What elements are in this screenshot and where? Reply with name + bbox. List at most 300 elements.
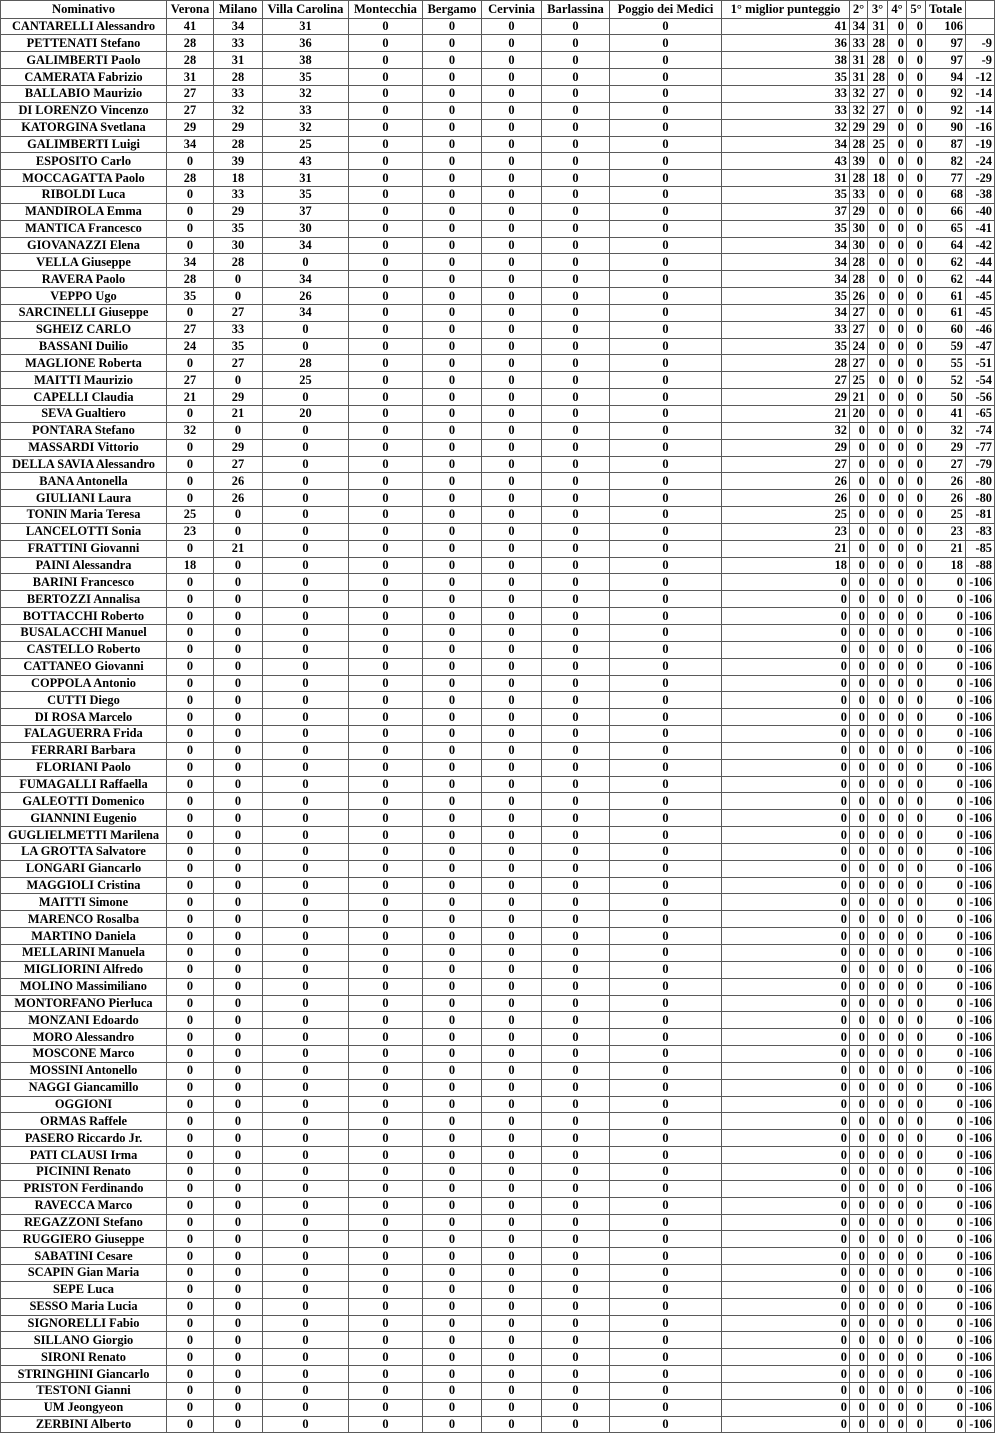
cell-totale: 0	[926, 1265, 966, 1282]
cell-gap: -83	[966, 523, 995, 540]
cell-verona: 0	[167, 1416, 214, 1433]
cell-bergamo: 0	[423, 153, 482, 170]
cell-best-5: 0	[907, 675, 926, 692]
cell-best-2: 0	[850, 1214, 868, 1231]
cell-best-4: 0	[888, 557, 907, 574]
cell-bergamo: 0	[423, 1079, 482, 1096]
table-row	[1, 35, 995, 52]
cell-totale: 0	[926, 793, 966, 810]
cell-cervinia: 0	[482, 372, 542, 389]
cell-best-5: 0	[907, 827, 926, 844]
cell-verona: 0	[167, 843, 214, 860]
cell-best-3: 0	[868, 220, 888, 237]
table-row	[1, 675, 995, 692]
cell-montecchia: 0	[349, 945, 423, 962]
cell-best-1: 0	[722, 1197, 850, 1214]
cell-villa-carolina: 0	[263, 945, 349, 962]
cell-gap: -9	[966, 52, 995, 69]
cell-bergamo: 0	[423, 894, 482, 911]
cell-best-1: 0	[722, 793, 850, 810]
cell-bergamo: 0	[423, 776, 482, 793]
cell-barlassina: 0	[542, 170, 610, 187]
cell-poggio-dei-medici: 0	[610, 52, 722, 69]
cell-totale: 0	[926, 658, 966, 675]
cell-name: SCAPIN Gian Maria	[1, 1265, 167, 1282]
cell-milano: 0	[214, 591, 263, 608]
cell-bergamo: 0	[423, 928, 482, 945]
cell-poggio-dei-medici: 0	[610, 1399, 722, 1416]
cell-poggio-dei-medici: 0	[610, 776, 722, 793]
cell-name: PICININI Renato	[1, 1163, 167, 1180]
cell-barlassina: 0	[542, 1281, 610, 1298]
cell-villa-carolina: 0	[263, 624, 349, 641]
cell-bergamo: 0	[423, 1366, 482, 1383]
cell-barlassina: 0	[542, 692, 610, 709]
cell-milano: 28	[214, 254, 263, 271]
cell-gap: -14	[966, 102, 995, 119]
cell-villa-carolina: 0	[263, 860, 349, 877]
cell-best-2: 39	[850, 153, 868, 170]
cell-best-5: 0	[907, 776, 926, 793]
cell-best-1: 23	[722, 523, 850, 540]
cell-best-1: 28	[722, 355, 850, 372]
cell-cervinia: 0	[482, 237, 542, 254]
cell-best-1: 21	[722, 406, 850, 423]
cell-milano: 0	[214, 995, 263, 1012]
cell-villa-carolina: 34	[263, 237, 349, 254]
cell-totale: 0	[926, 1399, 966, 1416]
cell-villa-carolina: 0	[263, 557, 349, 574]
cell-best-3: 0	[868, 187, 888, 204]
cell-best-3: 0	[868, 1046, 888, 1063]
cell-poggio-dei-medici: 0	[610, 153, 722, 170]
cell-best-5: 0	[907, 1214, 926, 1231]
cell-poggio-dei-medici: 0	[610, 911, 722, 928]
cell-best-1: 34	[722, 254, 850, 271]
cell-verona: 0	[167, 641, 214, 658]
cell-bergamo: 0	[423, 422, 482, 439]
cell-best-5: 0	[907, 1265, 926, 1282]
cell-poggio-dei-medici: 0	[610, 894, 722, 911]
cell-poggio-dei-medici: 0	[610, 1265, 722, 1282]
cell-montecchia: 0	[349, 523, 423, 540]
cell-barlassina: 0	[542, 1197, 610, 1214]
cell-bergamo: 0	[423, 18, 482, 35]
cell-name: VELLA Giuseppe	[1, 254, 167, 271]
cell-best-5: 0	[907, 1281, 926, 1298]
cell-milano: 30	[214, 237, 263, 254]
cell-totale: 0	[926, 759, 966, 776]
cell-cervinia: 0	[482, 288, 542, 305]
cell-best-5: 0	[907, 372, 926, 389]
cell-name: DELLA SAVIA Alessandro	[1, 456, 167, 473]
cell-best-3: 0	[868, 288, 888, 305]
cell-cervinia: 0	[482, 1062, 542, 1079]
cell-best-3: 0	[868, 1130, 888, 1147]
cell-totale: 25	[926, 507, 966, 524]
cell-best-5: 0	[907, 69, 926, 86]
cell-milano: 0	[214, 961, 263, 978]
table-row	[1, 843, 995, 860]
cell-best-1: 0	[722, 911, 850, 928]
table-row	[1, 810, 995, 827]
cell-best-4: 0	[888, 372, 907, 389]
cell-cervinia: 0	[482, 1197, 542, 1214]
cell-best-1: 0	[722, 709, 850, 726]
cell-barlassina: 0	[542, 153, 610, 170]
cell-verona: 0	[167, 961, 214, 978]
cell-montecchia: 0	[349, 321, 423, 338]
cell-bergamo: 0	[423, 1096, 482, 1113]
cell-best-4: 0	[888, 945, 907, 962]
cell-best-1: 35	[722, 220, 850, 237]
cell-best-5: 0	[907, 1180, 926, 1197]
cell-cervinia: 0	[482, 945, 542, 962]
cell-best-3: 0	[868, 810, 888, 827]
cell-milano: 0	[214, 1298, 263, 1315]
cell-bergamo: 0	[423, 1315, 482, 1332]
cell-verona: 0	[167, 456, 214, 473]
cell-best-5: 0	[907, 591, 926, 608]
cell-best-2: 34	[850, 18, 868, 35]
cell-cervinia: 0	[482, 1382, 542, 1399]
cell-barlassina: 0	[542, 945, 610, 962]
cell-best-5: 0	[907, 338, 926, 355]
cell-milano: 0	[214, 726, 263, 743]
cell-poggio-dei-medici: 0	[610, 742, 722, 759]
cell-name: RAVECCA Marco	[1, 1197, 167, 1214]
cell-best-1: 0	[722, 1147, 850, 1164]
cell-gap: -74	[966, 422, 995, 439]
cell-best-2: 32	[850, 102, 868, 119]
cell-best-2: 29	[850, 203, 868, 220]
cell-gap: -46	[966, 321, 995, 338]
cell-poggio-dei-medici: 0	[610, 1147, 722, 1164]
cell-best-1: 0	[722, 810, 850, 827]
cell-verona: 0	[167, 1265, 214, 1282]
cell-gap: -106	[966, 1349, 995, 1366]
cell-villa-carolina: 0	[263, 776, 349, 793]
cell-poggio-dei-medici: 0	[610, 675, 722, 692]
cell-poggio-dei-medici: 0	[610, 1079, 722, 1096]
cell-montecchia: 0	[349, 18, 423, 35]
cell-name: GIANNINI Eugenio	[1, 810, 167, 827]
cell-villa-carolina: 0	[263, 574, 349, 591]
cell-best-4: 0	[888, 591, 907, 608]
cell-bergamo: 0	[423, 692, 482, 709]
cell-cervinia: 0	[482, 338, 542, 355]
table-row	[1, 1197, 995, 1214]
cell-bergamo: 0	[423, 961, 482, 978]
cell-cervinia: 0	[482, 1147, 542, 1164]
cell-best-1: 0	[722, 1248, 850, 1265]
cell-poggio-dei-medici: 0	[610, 591, 722, 608]
cell-villa-carolina: 0	[263, 1130, 349, 1147]
cell-gap: -24	[966, 153, 995, 170]
cell-best-3: 0	[868, 894, 888, 911]
cell-villa-carolina: 32	[263, 85, 349, 102]
cell-best-1: 0	[722, 641, 850, 658]
cell-verona: 23	[167, 523, 214, 540]
table-row	[1, 1399, 995, 1416]
cell-best-3: 0	[868, 641, 888, 658]
cell-milano: 0	[214, 742, 263, 759]
cell-best-3: 0	[868, 624, 888, 641]
cell-verona: 28	[167, 52, 214, 69]
cell-villa-carolina: 31	[263, 18, 349, 35]
cell-montecchia: 0	[349, 978, 423, 995]
cell-milano: 0	[214, 675, 263, 692]
cell-best-4: 0	[888, 726, 907, 743]
cell-barlassina: 0	[542, 793, 610, 810]
cell-barlassina: 0	[542, 102, 610, 119]
cell-best-5: 0	[907, 658, 926, 675]
cell-cervinia: 0	[482, 624, 542, 641]
cell-verona: 32	[167, 422, 214, 439]
cell-best-5: 0	[907, 102, 926, 119]
cell-best-1: 0	[722, 759, 850, 776]
cell-best-1: 0	[722, 1214, 850, 1231]
cell-best-5: 0	[907, 1231, 926, 1248]
cell-gap: -51	[966, 355, 995, 372]
cell-best-2: 0	[850, 1298, 868, 1315]
cell-cervinia: 0	[482, 35, 542, 52]
cell-bergamo: 0	[423, 608, 482, 625]
cell-barlassina: 0	[542, 35, 610, 52]
cell-milano: 29	[214, 203, 263, 220]
cell-verona: 0	[167, 692, 214, 709]
table-row	[1, 726, 995, 743]
cell-poggio-dei-medici: 0	[610, 1281, 722, 1298]
cell-best-2: 0	[850, 776, 868, 793]
cell-best-3: 18	[868, 170, 888, 187]
cell-poggio-dei-medici: 0	[610, 1366, 722, 1383]
cell-best-3: 0	[868, 1197, 888, 1214]
table-row	[1, 928, 995, 945]
cell-villa-carolina: 25	[263, 136, 349, 153]
cell-milano: 0	[214, 1130, 263, 1147]
cell-verona: 41	[167, 18, 214, 35]
cell-milano: 0	[214, 1046, 263, 1063]
cell-gap: -106	[966, 658, 995, 675]
cell-verona: 0	[167, 675, 214, 692]
cell-best-1: 18	[722, 557, 850, 574]
table-body	[1, 18, 995, 1433]
cell-best-4: 0	[888, 1180, 907, 1197]
cell-bergamo: 0	[423, 641, 482, 658]
table-row	[1, 439, 995, 456]
cell-verona: 0	[167, 1382, 214, 1399]
cell-milano: 0	[214, 288, 263, 305]
cell-gap: -65	[966, 406, 995, 423]
cell-best-4: 0	[888, 18, 907, 35]
table-row	[1, 1214, 995, 1231]
cell-best-1: 29	[722, 389, 850, 406]
cell-villa-carolina: 31	[263, 170, 349, 187]
cell-totale: 0	[926, 1012, 966, 1029]
cell-gap: -106	[966, 843, 995, 860]
cell-best-5: 0	[907, 1029, 926, 1046]
cell-cervinia: 0	[482, 911, 542, 928]
cell-best-4: 0	[888, 1382, 907, 1399]
cell-montecchia: 0	[349, 52, 423, 69]
cell-best-5: 0	[907, 726, 926, 743]
cell-villa-carolina: 0	[263, 1046, 349, 1063]
cell-gap: -106	[966, 1079, 995, 1096]
table-row	[1, 911, 995, 928]
cell-best-2: 0	[850, 1416, 868, 1433]
cell-best-5: 0	[907, 321, 926, 338]
cell-best-5: 0	[907, 1079, 926, 1096]
cell-montecchia: 0	[349, 170, 423, 187]
cell-best-2: 0	[850, 1163, 868, 1180]
cell-best-4: 0	[888, 507, 907, 524]
cell-verona: 0	[167, 1315, 214, 1332]
cell-montecchia: 0	[349, 675, 423, 692]
cell-best-2: 0	[850, 1113, 868, 1130]
cell-best-5: 0	[907, 793, 926, 810]
cell-poggio-dei-medici: 0	[610, 995, 722, 1012]
cell-verona: 28	[167, 170, 214, 187]
cell-name: FUMAGALLI Raffaella	[1, 776, 167, 793]
cell-bergamo: 0	[423, 810, 482, 827]
table-row	[1, 1046, 995, 1063]
cell-milano: 0	[214, 1399, 263, 1416]
cell-best-1: 0	[722, 894, 850, 911]
cell-verona: 0	[167, 978, 214, 995]
table-row	[1, 641, 995, 658]
cell-verona: 0	[167, 1130, 214, 1147]
cell-verona: 25	[167, 507, 214, 524]
cell-name: CAPELLI Claudia	[1, 389, 167, 406]
table-row	[1, 1147, 995, 1164]
cell-bergamo: 0	[423, 1298, 482, 1315]
cell-best-2: 0	[850, 641, 868, 658]
cell-name: MOSCONE Marco	[1, 1046, 167, 1063]
cell-best-5: 0	[907, 995, 926, 1012]
cell-totale: 66	[926, 203, 966, 220]
cell-montecchia: 0	[349, 35, 423, 52]
cell-barlassina: 0	[542, 608, 610, 625]
cell-cervinia: 0	[482, 608, 542, 625]
cell-best-5: 0	[907, 389, 926, 406]
cell-name: STRINGHINI Giancarlo	[1, 1366, 167, 1383]
cell-cervinia: 0	[482, 591, 542, 608]
cell-best-1: 0	[722, 1163, 850, 1180]
cell-best-2: 28	[850, 271, 868, 288]
cell-totale: 0	[926, 1332, 966, 1349]
col-milano: Milano	[214, 1, 263, 19]
cell-verona: 0	[167, 827, 214, 844]
cell-best-1: 35	[722, 69, 850, 86]
cell-best-4: 0	[888, 1096, 907, 1113]
cell-poggio-dei-medici: 0	[610, 961, 722, 978]
cell-verona: 0	[167, 237, 214, 254]
cell-gap: -106	[966, 776, 995, 793]
cell-milano: 26	[214, 490, 263, 507]
table-row	[1, 877, 995, 894]
cell-best-1: 29	[722, 439, 850, 456]
cell-best-1: 0	[722, 827, 850, 844]
cell-name: PASERO Riccardo Jr.	[1, 1130, 167, 1147]
cell-best-3: 0	[868, 843, 888, 860]
cell-verona: 0	[167, 220, 214, 237]
cell-verona: 0	[167, 945, 214, 962]
cell-totale: 0	[926, 641, 966, 658]
cell-cervinia: 0	[482, 540, 542, 557]
cell-barlassina: 0	[542, 1265, 610, 1282]
cell-villa-carolina: 0	[263, 1214, 349, 1231]
cell-gap: -88	[966, 557, 995, 574]
col-best-5: 5°	[907, 1, 926, 19]
cell-poggio-dei-medici: 0	[610, 1382, 722, 1399]
cell-bergamo: 0	[423, 759, 482, 776]
cell-best-3: 29	[868, 119, 888, 136]
cell-gap: -106	[966, 961, 995, 978]
cell-bergamo: 0	[423, 1046, 482, 1063]
cell-best-1: 0	[722, 1113, 850, 1130]
cell-best-3: 0	[868, 827, 888, 844]
cell-best-3: 0	[868, 1096, 888, 1113]
cell-best-4: 0	[888, 928, 907, 945]
cell-gap: -12	[966, 69, 995, 86]
cell-best-5: 0	[907, 860, 926, 877]
cell-gap: -106	[966, 709, 995, 726]
cell-cervinia: 0	[482, 1113, 542, 1130]
cell-verona: 0	[167, 1029, 214, 1046]
cell-verona: 0	[167, 203, 214, 220]
cell-best-2: 0	[850, 1062, 868, 1079]
cell-milano: 0	[214, 709, 263, 726]
cell-bergamo: 0	[423, 187, 482, 204]
cell-best-4: 0	[888, 1281, 907, 1298]
cell-villa-carolina: 0	[263, 1248, 349, 1265]
cell-best-2: 0	[850, 1382, 868, 1399]
cell-barlassina: 0	[542, 624, 610, 641]
cell-montecchia: 0	[349, 877, 423, 894]
cell-best-2: 0	[850, 1349, 868, 1366]
cell-bergamo: 0	[423, 658, 482, 675]
cell-gap: -106	[966, 726, 995, 743]
cell-poggio-dei-medici: 0	[610, 119, 722, 136]
cell-verona: 0	[167, 1399, 214, 1416]
cell-best-2: 0	[850, 726, 868, 743]
cell-best-2: 0	[850, 995, 868, 1012]
cell-barlassina: 0	[542, 540, 610, 557]
cell-verona: 0	[167, 187, 214, 204]
cell-montecchia: 0	[349, 759, 423, 776]
table-row	[1, 507, 995, 524]
cell-best-5: 0	[907, 507, 926, 524]
cell-totale: 18	[926, 557, 966, 574]
cell-totale: 94	[926, 69, 966, 86]
cell-cervinia: 0	[482, 254, 542, 271]
cell-best-1: 0	[722, 776, 850, 793]
cell-milano: 0	[214, 692, 263, 709]
cell-totale: 0	[926, 1214, 966, 1231]
cell-best-5: 0	[907, 304, 926, 321]
cell-gap	[966, 18, 995, 35]
cell-best-2: 0	[850, 456, 868, 473]
cell-barlassina: 0	[542, 85, 610, 102]
cell-montecchia: 0	[349, 1265, 423, 1282]
cell-barlassina: 0	[542, 810, 610, 827]
cell-best-4: 0	[888, 1332, 907, 1349]
cell-name: MELLARINI Manuela	[1, 945, 167, 962]
cell-best-1: 33	[722, 102, 850, 119]
cell-best-5: 0	[907, 439, 926, 456]
cell-best-4: 0	[888, 1298, 907, 1315]
